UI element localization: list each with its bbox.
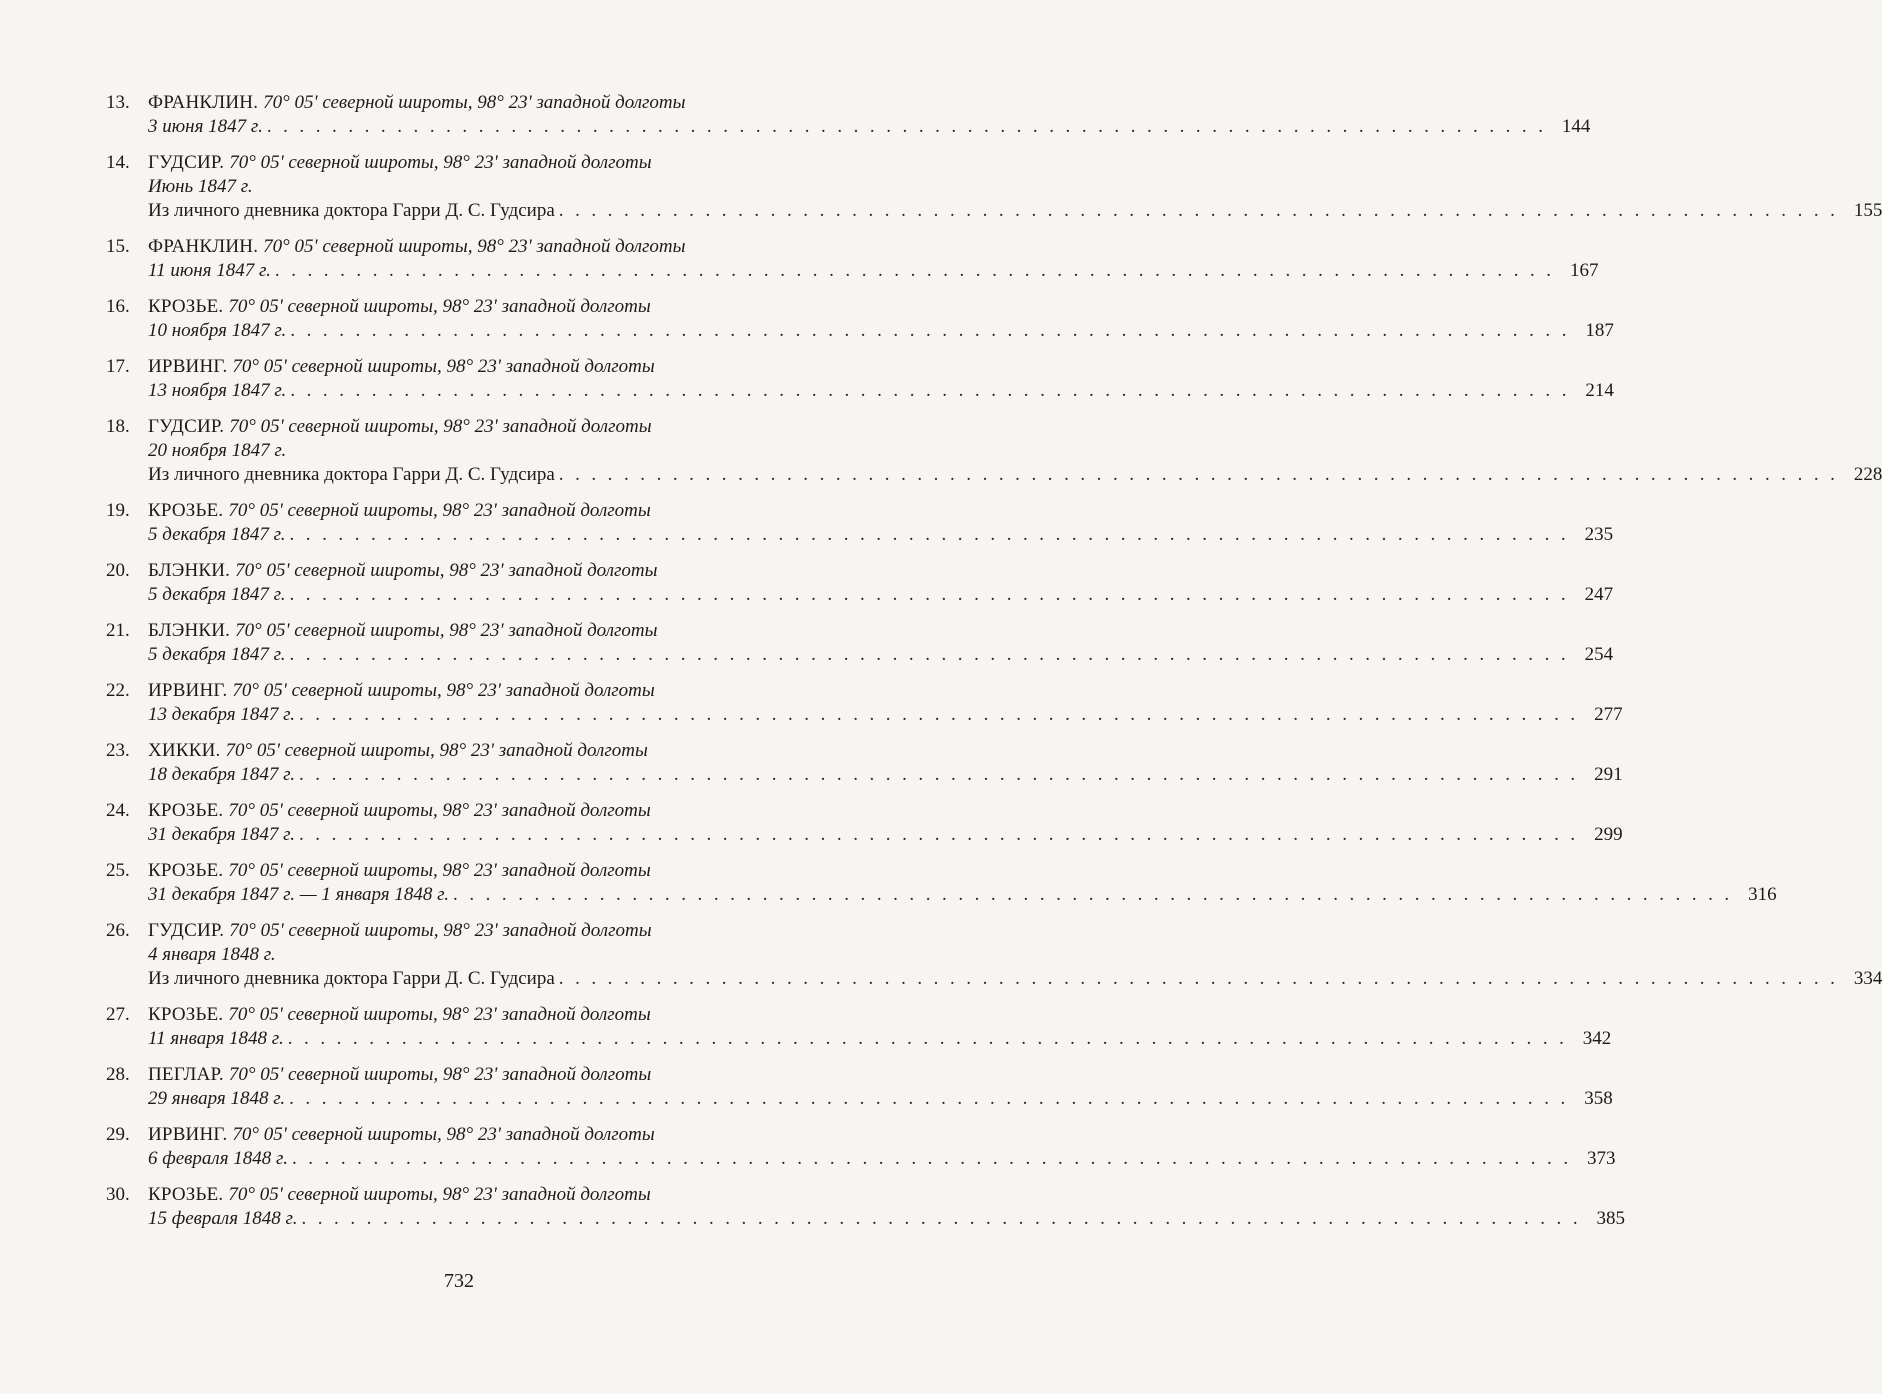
chapter-coordinates: 70° 05' северной широты, 98° 23' западной долготы [232,1124,655,1145]
chapter-number: 16. [106,296,130,317]
toc-leader-line [106,463,1882,487]
chapter-coordinates: 70° 05' северной широты, 98° 23' западной долготы [228,296,651,317]
dot-leader: . . . . . . . . . . . . . . . . . . . . . . . . . . . . . . . . . . . . . . . . . . . . . . . . . . . . . . . . . . . . . . . . . . . . . . . . . . . . . . . [289,1088,1569,1109]
chapter-date: 18 декабря 1847 г. [148,764,295,785]
chapter-coordinates: 70° 05' северной широты, 98° 23' западной долготы [263,92,686,113]
chapter-coordinates: 70° 05' северной широты, 98° 23' западной долготы [228,860,651,881]
chapter-narrator: ИРВИНГ. [148,680,228,701]
toc-leader-line [106,583,1614,607]
dot-leader: . . . . . . . . . . . . . . . . . . . . . . . . . . . . . . . . . . . . . . . . . . . . . . . . . . . . . . . . . . . . . . . . . . . . . . . . . . . . . . . [289,524,1570,545]
toc-leader-line [106,643,1614,667]
chapter-coordinates: 70° 05' северной широты, 98° 23' западной долготы [228,1064,652,1085]
toc-entry[interactable] [106,559,1614,607]
toc-entry[interactable] [106,919,1882,991]
toc-entry[interactable] [106,499,1614,547]
toc-leader-line [106,823,1623,847]
dot-leader: . . . . . . . . . . . . . . . . . . . . . . . . . . . . . . . . . . . . . . . . . . . . . . . . . . . . . . . . . . . . . . . . . . . . . . . . . . . . . . . [299,704,1579,725]
toc-entry-heading [106,1183,828,1207]
toc-entry-heading [106,859,828,883]
chapter-coordinates: 70° 05' северной широты, 98° 23' западной долготы [228,1184,651,1205]
dot-leader: . . . . . . . . . . . . . . . . . . . . . . . . . . . . . . . . . . . . . . . . . . . . . . . . . . . . . . . . . . . . . . . . . . . . . . . . . . . . . . . [291,1148,1572,1169]
chapter-narrator: КРОЗЬЕ. [148,1004,224,1025]
toc-entry-heading [106,91,828,115]
toc-entry[interactable] [106,1063,1613,1111]
page-reference[interactable]: 187 [1585,320,1614,341]
dot-leader: . . . . . . . . . . . . . . . . . . . . . . . . . . . . . . . . . . . . . . . . . . . . . . . . . . . . . . . . . . . . . . . . . . . . . . . . . . . . . . . [290,380,1570,401]
chapter-coordinates: 70° 05' северной широты, 98° 23' западной долготы [228,1004,651,1025]
chapter-narrator: ХИККИ. [148,740,221,761]
chapter-date: 15 февраля 1848 г. [148,1208,298,1229]
chapter-title [148,919,652,943]
page-reference[interactable]: 254 [1584,644,1614,665]
chapter-subtitle: Из личного дневника доктора Гарри Д. С. Гудсира [148,200,555,221]
chapter-narrator: ПЕГЛАР. [148,1064,224,1085]
page-reference[interactable]: 385 [1596,1208,1626,1229]
toc-entry[interactable] [106,1003,1612,1051]
chapter-narrator: КРОЗЬЕ. [148,860,224,881]
chapter-date: 31 декабря 1847 г. [148,824,295,845]
toc-entry[interactable] [106,679,1623,727]
chapter-date: 5 декабря 1847 г. [148,644,286,665]
page-reference[interactable]: 214 [1585,380,1614,401]
toc-leader-line [106,523,1614,547]
chapter-narrator: ГУДСИР. [148,920,225,941]
toc-leader-line [106,703,1623,727]
chapter-title [148,859,651,883]
chapter-number: 13. [106,92,130,113]
dot-leader: . . . . . . . . . . . . . . . . . . . . . . . . . . . . . . . . . . . . . . . . . . . . . . . . . . . . . . . . . . . . . . . . . . . . . . . . . . . . . . . [287,1028,1568,1049]
toc-entry-heading [106,619,828,643]
table-of-contents [106,91,1882,1243]
chapter-narrator: ФРАНКЛИН. [148,92,259,113]
chapter-date: 4 января 1848 г. [148,944,276,965]
toc-entry-heading [106,355,828,379]
chapter-title [148,1003,651,1027]
toc-entry-heading [106,415,828,439]
toc-leader-line [106,1087,1613,1111]
toc-leader-line [106,379,1614,403]
chapter-narrator: ГУДСИР. [148,152,225,173]
page-reference[interactable]: 277 [1594,704,1623,725]
page-reference[interactable]: 228 [1853,464,1882,485]
chapter-coordinates: 70° 05' северной широты, 98° 23' западной долготы [229,152,652,173]
toc-leader-line [106,967,1882,991]
chapter-narrator: ИРВИНГ. [148,1124,228,1145]
chapter-coordinates: 70° 05' северной широты, 98° 23' западной долготы [229,416,652,437]
chapter-coordinates: 70° 05' северной широты, 98° 23' западной долготы [232,356,655,377]
dot-leader: . . . . . . . . . . . . . . . . . . . . . . . . . . . . . . . . . . . . . . . . . . . . . . . . . . . . . . . . . . . . . . . . . . . . . . . . . . . . . . . [558,200,1839,221]
page-reference[interactable]: 299 [1594,824,1623,845]
chapter-number: 27. [106,1004,130,1025]
chapter-coordinates: 70° 05' северной широты, 98° 23' западной долготы [228,500,651,521]
dot-leader: . . . . . . . . . . . . . . . . . . . . . . . . . . . . . . . . . . . . . . . . . . . . . . . . . . . . . . . . . . . . . . . . . . . . . . . . . . . . . . . [301,1208,1582,1229]
toc-leader-line [106,319,1614,343]
chapter-number: 26. [106,920,130,941]
chapter-date: 31 декабря 1847 г. — 1 января 1848 г. [148,884,450,905]
toc-entry[interactable] [106,235,1599,283]
toc-leader-line [106,1207,1626,1231]
chapter-date: 5 декабря 1847 г. [148,584,286,605]
toc-entry[interactable] [106,1123,1616,1171]
dot-leader: . . . . . . . . . . . . . . . . . . . . . . . . . . . . . . . . . . . . . . . . . . . . . . . . . . . . . . . . . . . . . . . . . . . . . . . . . . . . . . . [266,116,1547,137]
chapter-number: 21. [106,620,130,641]
chapter-title [148,91,686,115]
chapter-title [148,559,658,583]
toc-entry-heading [106,1063,828,1087]
chapter-title [148,295,651,319]
page-reference[interactable]: 334 [1853,968,1882,989]
chapter-narrator: БЛЭНКИ. [148,560,231,581]
toc-leader-line [106,763,1623,787]
chapter-narrator: КРОЗЬЕ. [148,1184,224,1205]
page-reference[interactable]: 373 [1587,1148,1616,1169]
toc-entry[interactable] [106,91,1591,139]
chapter-number: 23. [106,740,130,761]
chapter-title [148,499,651,523]
toc-leader-line [106,1027,1612,1051]
toc-leader-line [106,883,1777,907]
toc-leader-line [106,1147,1616,1171]
chapter-coordinates: 70° 05' северной широты, 98° 23' западной долготы [225,740,648,761]
toc-entry[interactable] [106,355,1614,403]
toc-entry-heading [106,1003,828,1027]
dot-leader: . . . . . . . . . . . . . . . . . . . . . . . . . . . . . . . . . . . . . . . . . . . . . . . . . . . . . . . . . . . . . . . . . . . . . . . . . . . . . . . [290,320,1570,341]
chapter-coordinates: 70° 05' северной широты, 98° 23' западной долготы [232,680,655,701]
chapter-number: 20. [106,560,130,581]
toc-entry[interactable] [106,859,1777,907]
toc-entry-heading [106,919,828,943]
page-reference[interactable]: 358 [1584,1088,1613,1109]
toc-entry[interactable] [106,799,1623,847]
toc-entry-heading [106,799,828,823]
chapter-narrator: КРОЗЬЕ. [148,500,224,521]
chapter-narrator: БЛЭНКИ. [148,620,231,641]
chapter-date: 11 января 1848 г. [148,1028,284,1049]
chapter-title [148,619,658,643]
page-reference[interactable]: 235 [1584,524,1614,545]
dot-leader: . . . . . . . . . . . . . . . . . . . . . . . . . . . . . . . . . . . . . . . . . . . . . . . . . . . . . . . . . . . . . . . . . . . . . . . . . . . . . . . [299,764,1579,785]
toc-entry-heading [106,679,828,703]
toc-leader-line [106,199,1882,223]
toc-entry[interactable] [106,1183,1626,1231]
toc-entry-heading [106,295,828,319]
chapter-title [148,1063,651,1087]
toc-entry-heading [106,151,828,175]
chapter-date: 11 июня 1847 г. [148,260,271,281]
chapter-coordinates: 70° 05' северной широты, 98° 23' западной долготы [263,236,686,257]
chapter-date: Июнь 1847 г. [148,176,253,197]
dot-leader: . . . . . . . . . . . . . . . . . . . . . . . . . . . . . . . . . . . . . . . . . . . . . . . . . . . . . . . . . . . . . . . . . . . . . . . . . . . . . . . [274,260,1555,281]
chapter-number: 29. [106,1124,130,1145]
chapter-date: 20 ноября 1847 г. [148,440,287,461]
dot-leader: . . . . . . . . . . . . . . . . . . . . . . . . . . . . . . . . . . . . . . . . . . . . . . . . . . . . . . . . . . . . . . . . . . . . . . . . . . . . . . . [558,968,1839,989]
chapter-title [148,1183,651,1207]
chapter-date: 29 января 1848 г. [148,1088,286,1109]
chapter-number: 24. [106,800,130,821]
chapter-date: 13 декабря 1847 г. [148,704,295,725]
page-reference[interactable]: 316 [1748,884,1777,905]
chapter-title [148,415,652,439]
toc-entry-heading [106,235,828,259]
chapter-number: 28. [106,1064,130,1085]
chapter-narrator: КРОЗЬЕ. [148,800,224,821]
toc-entry-heading [106,1123,828,1147]
chapter-narrator: ГУДСИР. [148,416,225,437]
toc-entry[interactable] [106,415,1882,487]
chapter-date: 5 декабря 1847 г. [148,524,286,545]
chapter-date: 13 ноября 1847 г. [148,380,287,401]
page-reference[interactable]: 155 [1853,200,1882,221]
chapter-title [148,1123,655,1147]
chapter-subtitle: Из личного дневника доктора Гарри Д. С. Гудсира [148,968,555,989]
chapter-title [148,679,655,703]
page-number: 732 [444,1270,474,1292]
chapter-number: 25. [106,860,130,881]
chapter-title [148,151,652,175]
chapter-number: 17. [106,356,130,377]
toc-entry-heading [106,739,828,763]
chapter-number: 19. [106,500,130,521]
chapter-narrator: ИРВИНГ. [148,356,228,377]
chapter-narrator: КРОЗЬЕ. [148,296,224,317]
chapter-number: 18. [106,416,130,437]
toc-leader-line [106,259,1599,283]
chapter-date: 10 ноября 1847 г. [148,320,287,341]
chapter-coordinates: 70° 05' северной широты, 98° 23' западной долготы [235,560,658,581]
dot-leader: . . . . . . . . . . . . . . . . . . . . . . . . . . . . . . . . . . . . . . . . . . . . . . . . . . . . . . . . . . . . . . . . . . . . . . . . . . . . . . . [299,824,1579,845]
page-reference[interactable]: 342 [1582,1028,1612,1049]
chapter-title [148,739,648,763]
chapter-coordinates: 70° 05' северной широты, 98° 23' западной долготы [235,620,658,641]
chapter-number: 14. [106,152,130,173]
chapter-number: 22. [106,680,130,701]
toc-entry[interactable] [106,151,1882,223]
chapter-number: 30. [106,1184,130,1205]
toc-entry[interactable] [106,619,1614,667]
page-reference[interactable]: 291 [1594,764,1623,785]
chapter-title [148,799,651,823]
toc-entry-heading [106,499,828,523]
chapter-title [148,355,655,379]
page-reference[interactable]: 167 [1569,260,1599,281]
dot-leader: . . . . . . . . . . . . . . . . . . . . . . . . . . . . . . . . . . . . . . . . . . . . . . . . . . . . . . . . . . . . . . . . . . . . . . . . . . . . . . . [453,884,1733,905]
toc-entry[interactable] [106,295,1614,343]
page-reference[interactable]: 144 [1561,116,1591,137]
toc-entry-heading [106,559,828,583]
chapter-number: 15. [106,236,130,257]
chapter-narrator: ФРАНКЛИН. [148,236,259,257]
chapter-coordinates: 70° 05' северной широты, 98° 23' западной долготы [228,800,651,821]
chapter-subtitle: Из личного дневника доктора Гарри Д. С. Гудсира [148,464,555,485]
dot-leader: . . . . . . . . . . . . . . . . . . . . . . . . . . . . . . . . . . . . . . . . . . . . . . . . . . . . . . . . . . . . . . . . . . . . . . . . . . . . . . . [558,464,1839,485]
chapter-date: 6 февраля 1848 г. [148,1148,288,1169]
dot-leader: . . . . . . . . . . . . . . . . . . . . . . . . . . . . . . . . . . . . . . . . . . . . . . . . . . . . . . . . . . . . . . . . . . . . . . . . . . . . . . . [289,644,1570,665]
chapter-title [148,235,686,259]
chapter-date: 3 июня 1847 г. [148,116,263,137]
page-reference[interactable]: 247 [1584,584,1614,605]
toc-entry[interactable] [106,739,1623,787]
chapter-coordinates: 70° 05' северной широты, 98° 23' западной долготы [229,920,652,941]
toc-leader-line [106,115,1591,139]
dot-leader: . . . . . . . . . . . . . . . . . . . . . . . . . . . . . . . . . . . . . . . . . . . . . . . . . . . . . . . . . . . . . . . . . . . . . . . . . . . . . . . [289,584,1570,605]
